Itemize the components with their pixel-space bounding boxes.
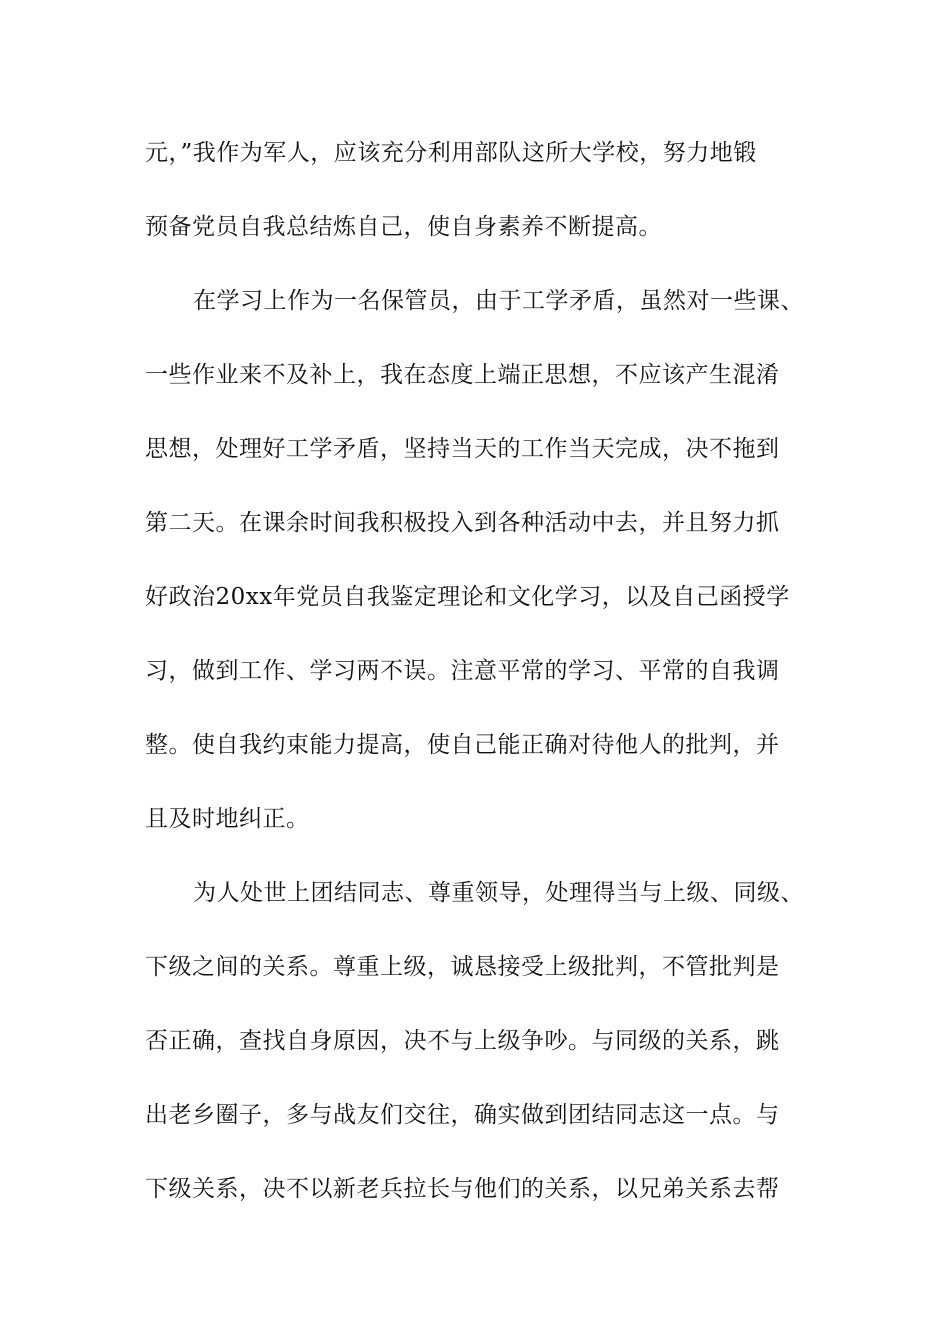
text-line: 出老乡圈子，多与战友们交往，确实做到团结同志这一点。与	[145, 1102, 780, 1128]
document-body	[145, 130, 835, 1240]
text-line: 元，”我作为军人，应该充分利用部队这所大学校，努力地锻	[145, 140, 757, 166]
text-line: 第二天。在课余时间我积极投入到各种活动中去，并且努力抓	[145, 510, 780, 536]
text-line: 习，做到工作、学习两不误。注意平常的学习、平常的自我调	[145, 658, 780, 684]
text-line: 下级关系，决不以新老兵拉长与他们的关系，以兄弟关系去帮	[145, 1176, 780, 1202]
text-line: 下级之间的关系。尊重上级，诚恳接受上级批判，不管批判是	[145, 954, 780, 980]
text-line: 且及时地纠正。	[145, 806, 310, 832]
paragraph-1	[145, 130, 835, 278]
text-line: 预备党员自我总结炼自己，使自身素养不断提高。	[145, 214, 662, 240]
text-line: 整。使自我约束能力提高，使自己能正确对待他人的批判，并	[145, 732, 780, 758]
paragraph-2	[145, 278, 835, 870]
text-line: 一些作业来不及补上，我在态度上端正思想，不应该产生混淆	[145, 362, 780, 388]
text-line: 思想，处理好工学矛盾，坚持当天的工作当天完成，决不拖到	[145, 436, 780, 462]
text-line: 为人处世上团结同志、尊重领导，处理得当与上级、同级、	[193, 880, 804, 906]
text-line: 好政治20xx年党员自我鉴定理论和文化学习，以及自己函授学	[145, 584, 790, 610]
text-line: 在学习上作为一名保管员，由于工学矛盾，虽然对一些课、	[193, 288, 804, 314]
paragraph-3	[145, 870, 835, 1240]
text-line: 否正确，查找自身原因，决不与上级争吵。与同级的关系，跳	[145, 1028, 780, 1054]
